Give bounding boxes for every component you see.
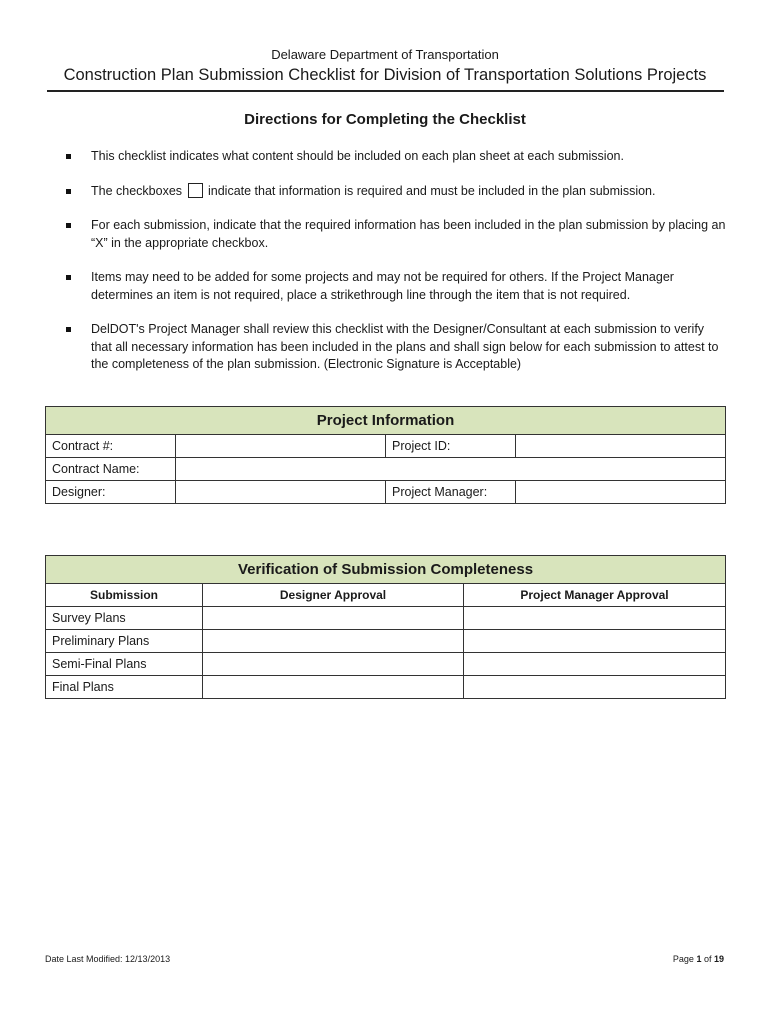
table-row [46,630,726,653]
verification-table [45,555,726,699]
pm-approval-field[interactable] [464,630,726,653]
directions-item-text: The checkboxes [91,183,183,198]
checkbox-sample-icon [188,183,203,198]
directions-item [66,321,726,374]
directions-list [66,148,726,374]
pm-approval-field[interactable] [464,676,726,699]
contract-number-field[interactable] [176,435,386,458]
directions-item [66,217,726,252]
title-divider [47,90,724,92]
column-header-designer-approval: Designer Approval [203,584,464,607]
project-information-table [45,406,726,504]
page-total: 19 [713,954,724,964]
pm-approval-field[interactable] [464,653,726,676]
bullet-icon [66,189,71,194]
designer-approval-field[interactable] [203,630,464,653]
directions-item-text: This checklist indicates what content should be included on each plan sheet at each submission. [91,149,624,163]
column-header-pm-approval: Project Manager Approval [464,584,726,607]
designer-field[interactable] [176,481,386,504]
directions-item-text: DelDOT's Project Manager shall review this checklist with the Designer/Consultant at each submission to verify that all necessary information has been included in the plans and shall sign below for each submission to attest to the completeness of the plan submission. (Electronic Signature is Acceptable) [91,322,719,371]
designer-approval-field[interactable] [203,653,464,676]
designer-label: Designer: [46,481,176,504]
page-current: 1 [696,954,702,964]
directions-item [66,183,726,201]
submission-label: Preliminary Plans [46,630,203,653]
submission-label: Semi-Final Plans [46,653,203,676]
project-id-label: Project ID: [386,435,516,458]
designer-approval-field[interactable] [203,607,464,630]
date-last-modified: Date Last Modified: 12/13/2013 [45,954,171,964]
column-header-submission: Submission [46,584,203,607]
project-information-heading: Project Information [46,407,726,435]
directions-item-text: indicate that information is required and must be included in the plan submission. [208,183,656,198]
project-manager-label: Project Manager: [386,481,516,504]
page-of: of [701,954,714,964]
contract-number-label: Contract #: [46,435,176,458]
directions-item-text: For each submission, indicate that the required information has been included in the plan submission by placing an “X” in the appropriate checkbox. [91,218,726,250]
directions-item [66,148,726,166]
directions-item-text: Items may need to be added for some projects and may not be required for others. If the Project Manager determines an item is not required, place a strikethrough line through the item that is not required. [91,270,674,302]
project-id-field[interactable] [516,435,726,458]
bullet-icon [66,223,71,228]
project-manager-field[interactable] [516,481,726,504]
contract-name-label: Contract Name: [46,458,176,481]
table-row [46,607,726,630]
directions-heading: Directions for Completing the Checklist [244,111,526,128]
document-title: Construction Plan Submission Checklist for Division of Transportation Solutions Projects [63,66,707,84]
bullet-icon [66,154,71,159]
agency-name: Delaware Department of Transportation [271,47,499,62]
directions-item [66,269,726,304]
designer-approval-field[interactable] [203,676,464,699]
page-number [673,954,724,964]
submission-label: Survey Plans [46,607,203,630]
verification-heading: Verification of Submission Completeness [46,556,726,584]
contract-name-field[interactable] [176,458,726,481]
table-row [46,653,726,676]
submission-label: Final Plans [46,676,203,699]
bullet-icon [66,327,71,332]
page-prefix: Page [672,954,697,964]
pm-approval-field[interactable] [464,607,726,630]
table-row [46,676,726,699]
bullet-icon [66,275,71,280]
